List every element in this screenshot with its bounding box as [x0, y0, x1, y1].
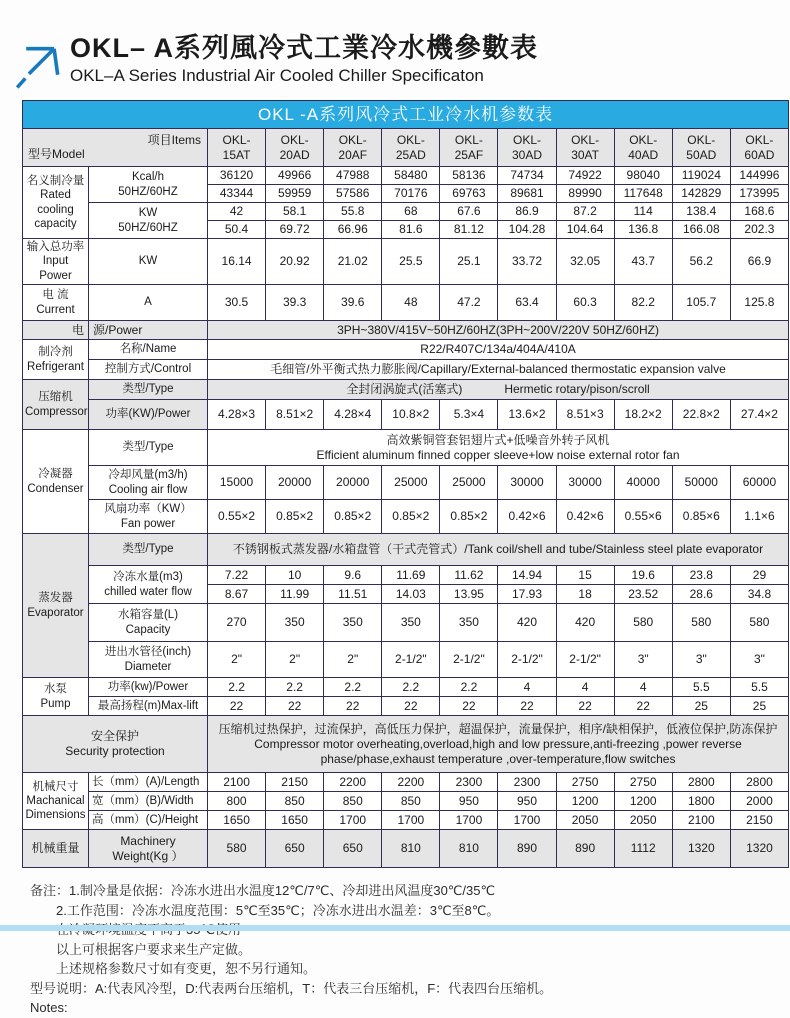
table-row-length: [23, 773, 789, 792]
table-row-height: [23, 811, 789, 830]
value-cell: 11.69: [382, 566, 440, 585]
value-cell: 2.2: [440, 678, 498, 697]
value-cell: 82.2: [614, 285, 672, 321]
value-cell: 47.2: [440, 285, 498, 321]
table-row-compressor-power: [23, 400, 789, 430]
corner-cell: [23, 129, 208, 167]
value-cell: 2.2: [324, 678, 382, 697]
value-cell: 66.96: [324, 221, 382, 239]
label-pump-power: 功率(kw)/Power: [89, 678, 208, 697]
value-cell: 17.93: [498, 585, 556, 604]
value-cell: 25000: [440, 466, 498, 500]
value-cell: 0.42×6: [556, 500, 614, 534]
value-cell: 33.72: [498, 239, 556, 285]
value-cell: 2800: [672, 773, 730, 792]
value-cell: 5.5: [672, 678, 730, 697]
evaporator-type-value: 不锈钢板式蒸发器/水箱盘管（干式壳管式）/Tank coil/shell and tube/Stainless steel plate evaporator: [208, 534, 789, 566]
value-cell: 2.2: [266, 678, 324, 697]
label-chilled-water-flow: 冷冻水量(m3) chilled water flow: [89, 566, 208, 604]
value-cell: 2050: [614, 811, 672, 830]
value-cell: 2300: [498, 773, 556, 792]
value-cell: 30.5: [208, 285, 266, 321]
value-cell: 119024: [672, 167, 730, 185]
note-line-model-legend: 型号说明：A:代表风冷型，D:代表两台压缩机，T：代表三台压缩机，F：代表四台压缩机。: [30, 980, 553, 996]
value-cell: 1700: [440, 811, 498, 830]
value-cell: 2150: [730, 811, 788, 830]
value-cell: 0.42×6: [498, 500, 556, 534]
value-cell: 74734: [498, 167, 556, 185]
value-cell: 138.4: [672, 203, 730, 221]
label-condenser: 冷凝器 Condenser: [23, 430, 89, 534]
value-cell: 0.85×6: [672, 500, 730, 534]
value-cell: 810: [382, 830, 440, 868]
value-cell: 25000: [382, 466, 440, 500]
value-cell: 11.51: [324, 585, 382, 604]
value-cell: 850: [324, 792, 382, 811]
value-cell: 420: [556, 604, 614, 642]
value-cell: 2200: [382, 773, 440, 792]
value-cell: 2100: [208, 773, 266, 792]
label-refrigerant-name: 名称/Name: [89, 340, 208, 360]
value-cell: 3": [672, 642, 730, 678]
value-cell: 270: [208, 604, 266, 642]
label-input-power: 输入总功率 Input Power: [23, 239, 89, 285]
corner-model-label: 型号Model: [28, 147, 85, 161]
model-header: OKL-20AF: [324, 129, 382, 167]
value-cell: 0.85×2: [382, 500, 440, 534]
table-row-pipe-diameter: [23, 642, 789, 678]
value-cell: 22: [266, 697, 324, 716]
value-cell: 25.1: [440, 239, 498, 285]
table-row-chilled-water-50: [23, 566, 789, 585]
table-banner-title: OKL -A系列风冷式工业冷水机参数表: [23, 101, 789, 129]
label-cooling-air-flow: 冷却风量(m3/h) Cooling air flow: [89, 466, 208, 500]
value-cell: 1320: [672, 830, 730, 868]
label-machinery-weight-zh: 机械重量: [23, 830, 89, 868]
value-cell: 580: [730, 604, 788, 642]
model-header: OKL-40AD: [614, 129, 672, 167]
spec-table: [22, 100, 789, 868]
value-cell: 1.1×6: [730, 500, 788, 534]
note-line: 2.工作范围：冷冻水温度范围：5℃至35℃；冷冻水进出水温差：3℃至8℃。: [56, 902, 500, 918]
value-cell: 55.8: [324, 203, 382, 221]
value-cell: 0.55×2: [208, 500, 266, 534]
value-cell: 4.28×3: [208, 400, 266, 430]
table-row-kcal50: [23, 167, 789, 185]
value-cell: 1700: [498, 811, 556, 830]
table-row-current: [23, 285, 789, 321]
value-cell: 1320: [730, 830, 788, 868]
value-cell: 800: [208, 792, 266, 811]
table-row-power-supply: [23, 321, 789, 340]
value-cell: 48: [382, 285, 440, 321]
value-cell: 5.5: [730, 678, 788, 697]
value-cell: 69763: [440, 185, 498, 203]
table-row-input-power: [23, 239, 789, 285]
value-cell: 580: [208, 830, 266, 868]
value-cell: 28.6: [672, 585, 730, 604]
label-power-en: 源/Power: [89, 321, 208, 340]
value-cell: 144996: [730, 167, 788, 185]
value-cell: 30000: [556, 466, 614, 500]
value-cell: 950: [498, 792, 556, 811]
value-cell: 1800: [672, 792, 730, 811]
value-cell: 0.85×2: [440, 500, 498, 534]
label-kw: KW 50HZ/60HZ: [89, 203, 208, 239]
value-cell: 2200: [324, 773, 382, 792]
value-cell: 173995: [730, 185, 788, 203]
model-header: OKL-30AD: [498, 129, 556, 167]
value-cell: 15000: [208, 466, 266, 500]
value-cell: 350: [266, 604, 324, 642]
table-row-max-lift: [23, 697, 789, 716]
model-header-row: [23, 129, 789, 167]
table-row-kw50: [23, 203, 789, 221]
value-cell: 86.9: [498, 203, 556, 221]
value-cell: 3": [730, 642, 788, 678]
page-title: OKL– A系列風冷式工業冷水機參數表: [70, 33, 539, 63]
value-cell: 14.94: [498, 566, 556, 585]
label-max-lift: 最高扬程(m)Max-lift: [89, 697, 208, 716]
value-cell: 810: [440, 830, 498, 868]
value-cell: 81.12: [440, 221, 498, 239]
label-fan-power: 风扇功率（KW） Fan power: [89, 500, 208, 534]
value-cell: 58.1: [266, 203, 324, 221]
label-tank-capacity: 水箱容量(L) Capacity: [89, 604, 208, 642]
value-cell: 63.4: [498, 285, 556, 321]
model-header: OKL-25AD: [382, 129, 440, 167]
value-cell: 350: [324, 604, 382, 642]
value-cell: 18.2×2: [614, 400, 672, 430]
value-cell: 350: [440, 604, 498, 642]
table-row-refrigerant-name: [23, 340, 789, 360]
value-cell: 18: [556, 585, 614, 604]
value-cell: 59959: [266, 185, 324, 203]
value-cell: 25.5: [382, 239, 440, 285]
value-cell: 650: [324, 830, 382, 868]
footer-strip: [0, 925, 790, 931]
corner-items-label: 项目Items: [147, 133, 201, 147]
label-security-protection: 安全保护 Security protection: [23, 716, 208, 773]
value-cell: 81.6: [382, 221, 440, 239]
label-mechanical-dimensions: 机械尺寸 Machanical Dimensions: [23, 773, 89, 830]
label-condenser-type: 类型/Type: [89, 430, 208, 466]
value-cell: 22: [556, 697, 614, 716]
value-cell: 2-1/2": [556, 642, 614, 678]
value-cell: 22: [324, 697, 382, 716]
value-cell: 66.9: [730, 239, 788, 285]
value-cell: 22.8×2: [672, 400, 730, 430]
value-cell: 39.6: [324, 285, 382, 321]
value-cell: 74922: [556, 167, 614, 185]
value-cell: 850: [382, 792, 440, 811]
value-cell: 104.28: [498, 221, 556, 239]
note-line: 上述规格参数尺寸如有变更，恕不另行通知。: [56, 961, 317, 977]
value-cell: 9.6: [324, 566, 382, 585]
value-cell: 47988: [324, 167, 382, 185]
value-cell: 70176: [382, 185, 440, 203]
refrigerant-control-value: 毛细管/外平衡式热力膨胀阀/Capillary/External-balanced thermostatic expansion valve: [208, 360, 789, 380]
model-header: OKL-15AT: [208, 129, 266, 167]
security-protection-value: 压缩机过热保护，过流保护，高低压力保护，超温保护，流量保护，相序/缺相保护，低液位保护,防冻保护 Compressor motor overheating,overload,high and low pressure,anti-freezing ,power reverse phase/phase,exhaust temperature ,over-temperature,flow switches: [208, 716, 789, 773]
value-cell: 87.2: [556, 203, 614, 221]
value-cell: 43344: [208, 185, 266, 203]
value-cell: 350: [382, 604, 440, 642]
table-row-tank-capacity: [23, 604, 789, 642]
label-width: 宽（mm）(B)/Width: [89, 792, 208, 811]
value-cell: 60.3: [556, 285, 614, 321]
value-cell: 21.02: [324, 239, 382, 285]
value-cell: 105.7: [672, 285, 730, 321]
value-cell: 104.64: [556, 221, 614, 239]
value-cell: 3": [614, 642, 672, 678]
value-cell: 15: [556, 566, 614, 585]
value-cell: 22: [614, 697, 672, 716]
value-cell: 2750: [556, 773, 614, 792]
value-cell: 2.2: [382, 678, 440, 697]
label-compressor-power: 功率(KW)/Power: [89, 400, 208, 430]
condenser-type-value: 高效紫铜管套铝翅片式+低噪音外转子风机 Efficient aluminum finned copper sleeve+low noise external rotor fan: [208, 430, 789, 466]
value-cell: 2300: [440, 773, 498, 792]
value-cell: 16.14: [208, 239, 266, 285]
value-cell: 2": [324, 642, 382, 678]
value-cell: 1650: [266, 811, 324, 830]
value-cell: 58136: [440, 167, 498, 185]
label-refrigerant: 制冷剂 Refrigerant: [23, 340, 89, 380]
table-row-width: [23, 792, 789, 811]
model-header: OKL-60AD: [730, 129, 788, 167]
value-cell: 20.92: [266, 239, 324, 285]
value-cell: 11.99: [266, 585, 324, 604]
value-cell: 20000: [266, 466, 324, 500]
value-cell: 2750: [614, 773, 672, 792]
label-power-zh: 电: [23, 321, 89, 340]
value-cell: 14.03: [382, 585, 440, 604]
label-kcal: Kcal/h 50HZ/60HZ: [89, 167, 208, 203]
value-cell: 19.6: [614, 566, 672, 585]
value-cell: 36120: [208, 167, 266, 185]
value-cell: 950: [440, 792, 498, 811]
value-cell: 0.85×2: [266, 500, 324, 534]
value-cell: 60000: [730, 466, 788, 500]
value-cell: 0.55×6: [614, 500, 672, 534]
value-cell: 117648: [614, 185, 672, 203]
value-cell: 40000: [614, 466, 672, 500]
model-header: OKL-20AD: [266, 129, 324, 167]
value-cell: 580: [614, 604, 672, 642]
label-height: 高（mm）(C)/Height: [89, 811, 208, 830]
value-cell: 1650: [208, 811, 266, 830]
value-cell: 22: [208, 697, 266, 716]
value-cell: 850: [266, 792, 324, 811]
value-cell: 4.28×4: [324, 400, 382, 430]
table-row-pump-power: [23, 678, 789, 697]
label-machinery-weight-en: Machinery Weight(Kg ）: [89, 830, 208, 868]
value-cell: 32.05: [556, 239, 614, 285]
note-line-notes-label: Notes:: [30, 1000, 68, 1016]
value-cell: 27.4×2: [730, 400, 788, 430]
table-row-security: [23, 716, 789, 773]
value-cell: 34.8: [730, 585, 788, 604]
value-cell: 2.2: [208, 678, 266, 697]
value-cell: 125.8: [730, 285, 788, 321]
value-cell: 25: [730, 697, 788, 716]
value-cell: 2100: [672, 811, 730, 830]
note-line: 备注：1.制冷量是依据：冷冻水进出水温度12℃/7℃、冷却进出风温度30℃/35℃: [30, 883, 496, 899]
value-cell: 58480: [382, 167, 440, 185]
value-cell: 68: [382, 203, 440, 221]
value-cell: 42: [208, 203, 266, 221]
value-cell: 2-1/2": [440, 642, 498, 678]
value-cell: 89990: [556, 185, 614, 203]
note-line: 以上可根据客户要求来生产定做。: [56, 941, 252, 957]
refrigerant-name-value: R22/R407C/134a/404A/410A: [208, 340, 789, 360]
value-cell: 2000: [730, 792, 788, 811]
value-cell: 56.2: [672, 239, 730, 285]
value-cell: 39.3: [266, 285, 324, 321]
value-cell: 67.6: [440, 203, 498, 221]
label-compressor: 压缩机 Compressor: [23, 380, 89, 430]
table-row-compressor-type: [23, 380, 789, 400]
value-cell: 4: [556, 678, 614, 697]
value-cell: 8.51×2: [266, 400, 324, 430]
value-cell: 23.52: [614, 585, 672, 604]
banner-row: [23, 101, 789, 129]
value-cell: 13.6×2: [498, 400, 556, 430]
value-cell: 650: [266, 830, 324, 868]
label-pump: 水泵 Pump: [23, 678, 89, 716]
label-evaporator-type: 类型/Type: [89, 534, 208, 566]
label-evaporator: 蒸发器 Evaporator: [23, 534, 89, 678]
value-cell: 1112: [614, 830, 672, 868]
model-header: OKL-30AT: [556, 129, 614, 167]
table-row-cooling-air-flow: [23, 466, 789, 500]
value-cell: 1700: [382, 811, 440, 830]
compressor-type-value: 全封闭涡旋式(活塞式) Hermetic rotary/pison/scroll: [208, 380, 789, 400]
value-cell: 23.8: [672, 566, 730, 585]
label-current-unit: A: [89, 285, 208, 321]
value-cell: 98040: [614, 167, 672, 185]
value-cell: 57586: [324, 185, 382, 203]
model-header: OKL-25AF: [440, 129, 498, 167]
model-header: OKL-50AD: [672, 129, 730, 167]
value-cell: 2-1/2": [382, 642, 440, 678]
value-cell: 2050: [556, 811, 614, 830]
value-cell: 13.95: [440, 585, 498, 604]
value-cell: 7.22: [208, 566, 266, 585]
value-cell: 43.7: [614, 239, 672, 285]
value-cell: 2800: [730, 773, 788, 792]
table-row-fan-power: [23, 500, 789, 534]
title-block: [70, 33, 538, 86]
value-cell: 50.4: [208, 221, 266, 239]
value-cell: 166.08: [672, 221, 730, 239]
value-cell: 4: [614, 678, 672, 697]
value-cell: 580: [672, 604, 730, 642]
table-row-weight: [23, 830, 789, 868]
value-cell: 20000: [324, 466, 382, 500]
page-subtitle: OKL–A Series Industrial Air Cooled Chiller Specificaton: [70, 66, 484, 86]
notes: [30, 881, 790, 1018]
power-supply-value: 3PH~380V/415V~50HZ/60HZ(3PH~200V/220V 50HZ/60HZ): [208, 321, 789, 340]
value-cell: 22: [440, 697, 498, 716]
value-cell: 10.8×2: [382, 400, 440, 430]
label-pipe-diameter: 进出水管径(inch) Diameter: [89, 642, 208, 678]
page-header: [0, 0, 790, 91]
value-cell: 0.85×2: [324, 500, 382, 534]
value-cell: 142829: [672, 185, 730, 203]
value-cell: 202.3: [730, 221, 788, 239]
value-cell: 11.62: [440, 566, 498, 585]
value-cell: 49966: [266, 167, 324, 185]
value-cell: 1700: [324, 811, 382, 830]
table-row-refrigerant-control: [23, 360, 789, 380]
value-cell: 30000: [498, 466, 556, 500]
value-cell: 114: [614, 203, 672, 221]
label-length: 长（mm）(A)/Length: [89, 773, 208, 792]
value-cell: 69.72: [266, 221, 324, 239]
value-cell: 2": [266, 642, 324, 678]
value-cell: 1200: [614, 792, 672, 811]
value-cell: 136.8: [614, 221, 672, 239]
value-cell: 1200: [556, 792, 614, 811]
value-cell: 22: [498, 697, 556, 716]
value-cell: 890: [498, 830, 556, 868]
value-cell: 29: [730, 566, 788, 585]
value-cell: 89681: [498, 185, 556, 203]
value-cell: 22: [382, 697, 440, 716]
value-cell: 2150: [266, 773, 324, 792]
label-refrigerant-control: 控制方式/Control: [89, 360, 208, 380]
value-cell: 168.6: [730, 203, 788, 221]
value-cell: 890: [556, 830, 614, 868]
value-cell: 4: [498, 678, 556, 697]
value-cell: 2": [208, 642, 266, 678]
value-cell: 2-1/2": [498, 642, 556, 678]
table-row-condenser-type: [23, 430, 789, 466]
value-cell: 8.67: [208, 585, 266, 604]
value-cell: 420: [498, 604, 556, 642]
value-cell: 8.51×3: [556, 400, 614, 430]
value-cell: 25: [672, 697, 730, 716]
logo-arrow-icon: [14, 37, 60, 91]
value-cell: 50000: [672, 466, 730, 500]
table-row-evaporator-type: [23, 534, 789, 566]
value-cell: 5.3×4: [440, 400, 498, 430]
label-compressor-type: 类型/Type: [89, 380, 208, 400]
label-input-unit: KW: [89, 239, 208, 285]
value-cell: 10: [266, 566, 324, 585]
label-rated-cooling-capacity: 名义制冷量 Rated cooling capacity: [23, 167, 89, 239]
label-current: 电 流 Current: [23, 285, 89, 321]
